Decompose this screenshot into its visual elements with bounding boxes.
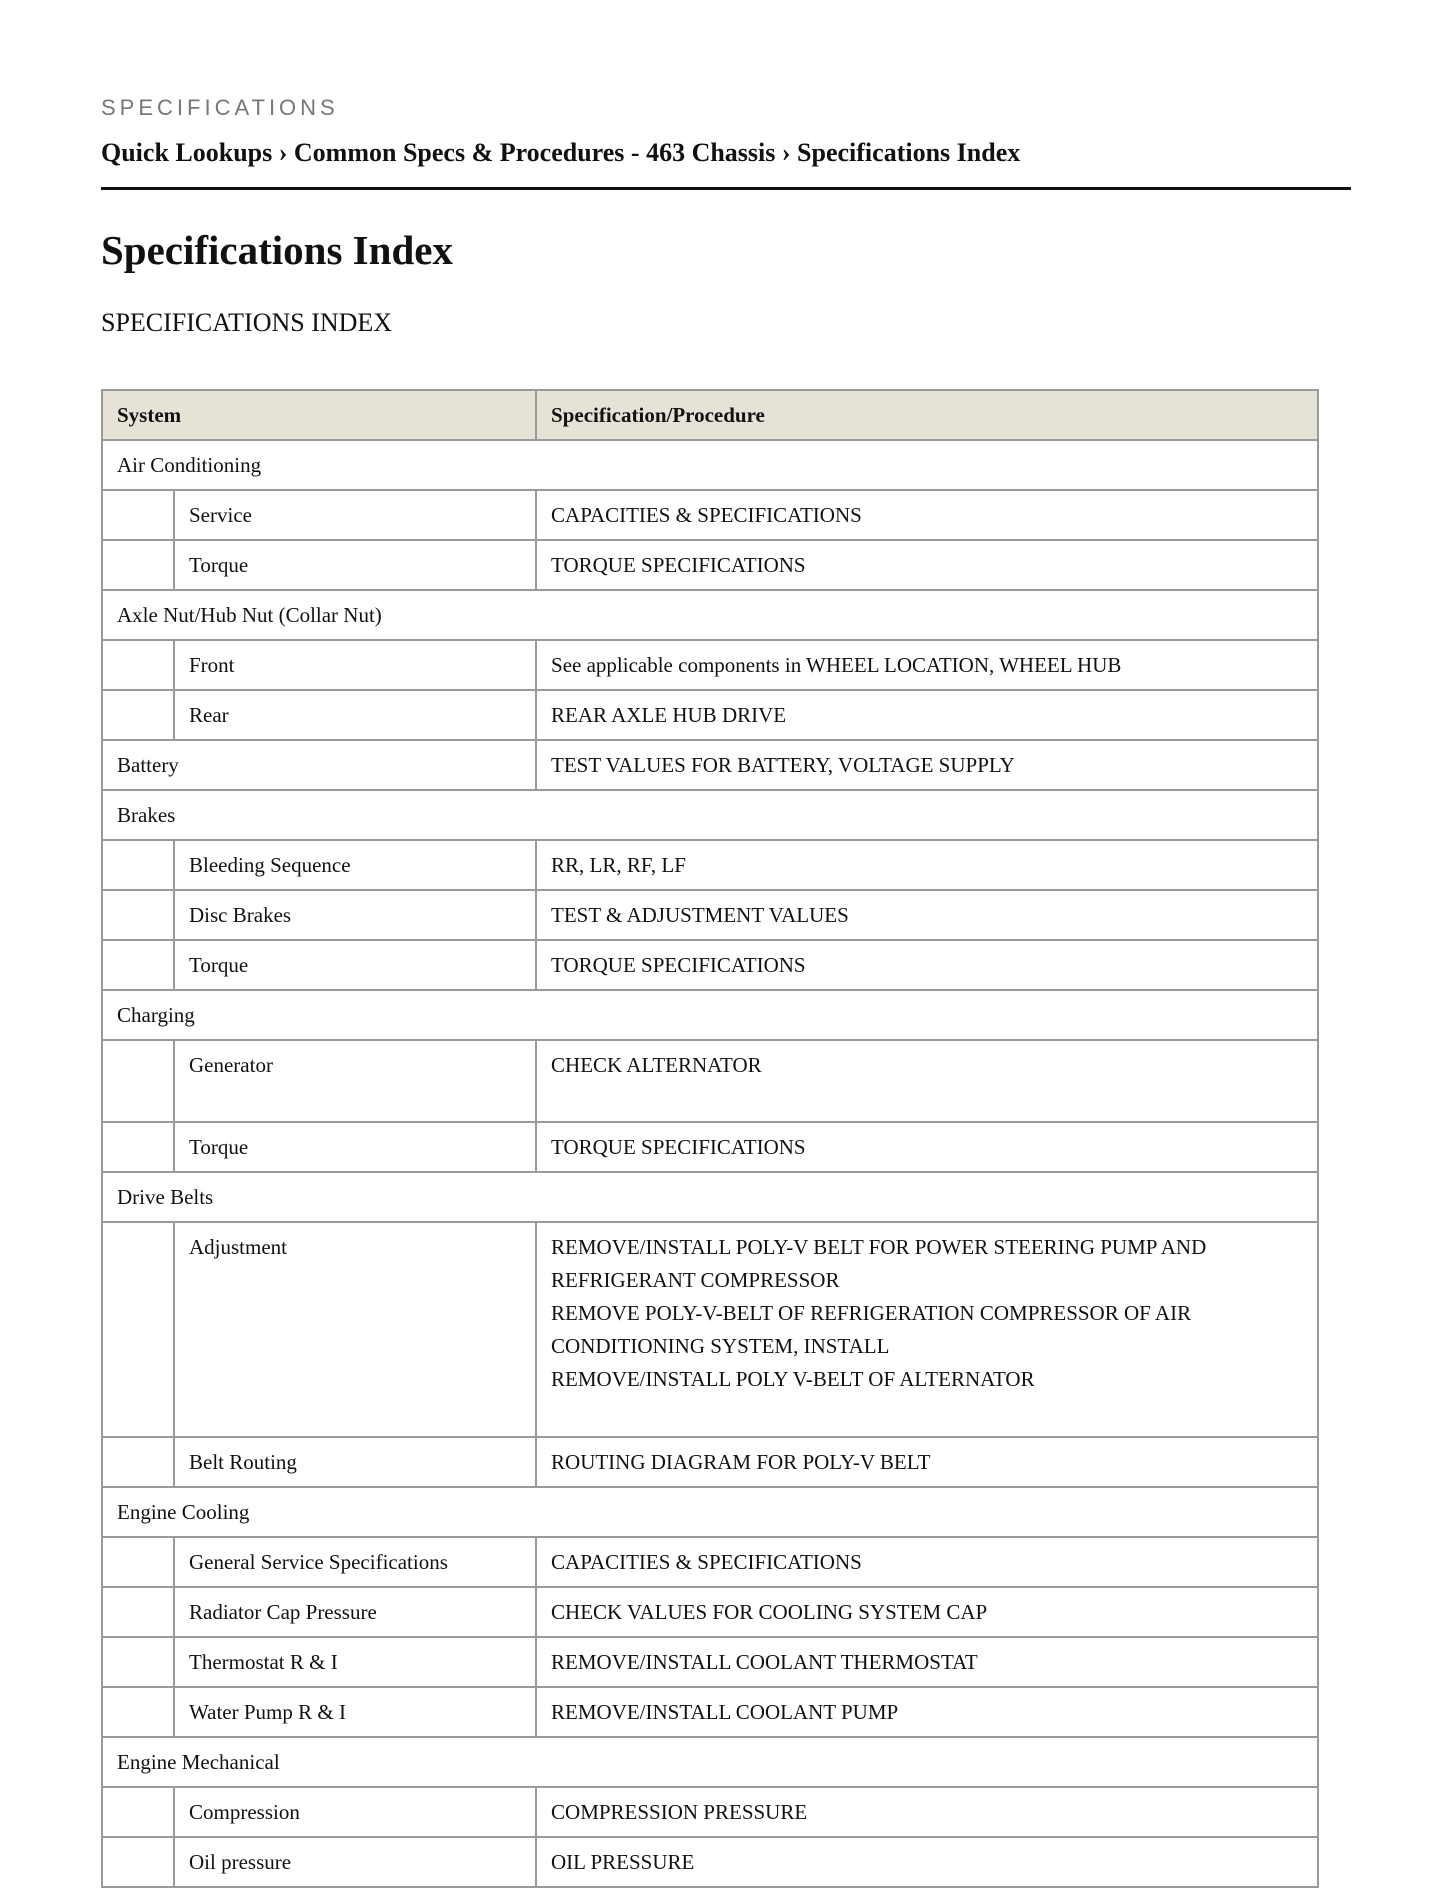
specifications-table	[101, 389, 1319, 1888]
procedure-cell: RR, LR, RF, LF	[536, 840, 1318, 890]
column-header-system: System	[102, 390, 536, 440]
system-group-cell: Engine Mechanical	[102, 1737, 1318, 1787]
system-group-cell: Charging	[102, 990, 1318, 1040]
subsystem-cell: Torque	[174, 1122, 536, 1172]
subsystem-cell: Torque	[174, 540, 536, 590]
table-row	[102, 840, 1318, 890]
subsystem-cell: Bleeding Sequence	[174, 840, 536, 890]
procedure-cell: TORQUE SPECIFICATIONS	[536, 940, 1318, 990]
indent-cell	[102, 490, 174, 540]
table-row	[102, 1587, 1318, 1637]
table-row	[102, 1222, 1318, 1437]
procedure-cell: CAPACITIES & SPECIFICATIONS	[536, 490, 1318, 540]
column-header-procedure: Specification/Procedure	[536, 390, 1318, 440]
procedure-cell: See applicable components in WHEEL LOCATION, WHEEL HUB	[536, 640, 1318, 690]
table-row	[102, 1122, 1318, 1172]
table-row	[102, 1537, 1318, 1587]
subsystem-cell: Oil pressure	[174, 1837, 536, 1887]
indent-cell	[102, 640, 174, 690]
indent-cell	[102, 690, 174, 740]
table-row	[102, 540, 1318, 590]
indent-cell	[102, 1587, 174, 1637]
indent-cell	[102, 840, 174, 890]
table-row	[102, 1787, 1318, 1837]
table-row	[102, 590, 1318, 640]
system-group-cell: Axle Nut/Hub Nut (Collar Nut)	[102, 590, 1318, 640]
procedure-cell: CHECK VALUES FOR COOLING SYSTEM CAP	[536, 1587, 1318, 1637]
table-row	[102, 690, 1318, 740]
table-row	[102, 1437, 1318, 1487]
indent-cell	[102, 890, 174, 940]
system-group-cell: Air Conditioning	[102, 440, 1318, 490]
subsystem-cell: Adjustment	[174, 1222, 536, 1437]
procedure-cell: REMOVE/INSTALL COOLANT PUMP	[536, 1687, 1318, 1737]
table-row	[102, 790, 1318, 840]
procedure-cell: REAR AXLE HUB DRIVE	[536, 690, 1318, 740]
table-row	[102, 1637, 1318, 1687]
procedure-cell: CHECK ALTERNATOR	[536, 1040, 1318, 1122]
subsystem-cell: Generator	[174, 1040, 536, 1122]
subsystem-cell: Water Pump R & I	[174, 1687, 536, 1737]
indent-cell	[102, 1637, 174, 1687]
table-row	[102, 490, 1318, 540]
procedure-line: REMOVE/INSTALL POLY-V BELT FOR POWER STEERING PUMP AND REFRIGERANT COMPRESSOR	[551, 1235, 1207, 1292]
procedure-cell: COMPRESSION PRESSURE	[536, 1787, 1318, 1837]
table-row	[102, 1737, 1318, 1787]
table-row	[102, 1837, 1318, 1887]
header-divider	[101, 187, 1351, 190]
indent-cell	[102, 1437, 174, 1487]
procedure-cell: TORQUE SPECIFICATIONS	[536, 1122, 1318, 1172]
procedure-cell: OIL PRESSURE	[536, 1837, 1318, 1887]
indent-cell	[102, 1222, 174, 1437]
subsystem-cell: Radiator Cap Pressure	[174, 1587, 536, 1637]
table-row	[102, 1040, 1318, 1122]
procedure-cell: TORQUE SPECIFICATIONS	[536, 540, 1318, 590]
procedure-cell: CAPACITIES & SPECIFICATIONS	[536, 1537, 1318, 1587]
table-row	[102, 890, 1318, 940]
table-row	[102, 990, 1318, 1040]
subsystem-cell: Compression	[174, 1787, 536, 1837]
table-header-row	[102, 390, 1318, 440]
procedure-cell: TEST VALUES FOR BATTERY, VOLTAGE SUPPLY	[536, 740, 1318, 790]
table-row	[102, 1487, 1318, 1537]
procedure-line: REMOVE POLY-V-BELT OF REFRIGERATION COMPRESSOR OF AIR CONDITIONING SYSTEM, INSTALL	[551, 1301, 1192, 1358]
section-kicker: SPECIFICATIONS	[101, 95, 339, 120]
indent-cell	[102, 540, 174, 590]
procedure-line: REMOVE/INSTALL POLY V-BELT OF ALTERNATOR	[551, 1367, 1035, 1391]
table-row	[102, 740, 1318, 790]
table-row	[102, 1687, 1318, 1737]
procedure-cell: REMOVE/INSTALL COOLANT THERMOSTAT	[536, 1637, 1318, 1687]
page-title: Specifications Index	[101, 227, 453, 273]
table-body	[102, 440, 1318, 1887]
system-group-cell: Engine Cooling	[102, 1487, 1318, 1537]
subsystem-cell: Torque	[174, 940, 536, 990]
table-row	[102, 440, 1318, 490]
subsystem-cell: Belt Routing	[174, 1437, 536, 1487]
subsystem-cell: Front	[174, 640, 536, 690]
system-group-cell: Drive Belts	[102, 1172, 1318, 1222]
subsystem-cell: Rear	[174, 690, 536, 740]
table-row	[102, 1172, 1318, 1222]
table-row	[102, 940, 1318, 990]
procedure-cell: ROUTING DIAGRAM FOR POLY-V BELT	[536, 1437, 1318, 1487]
indent-cell	[102, 940, 174, 990]
page-subtitle: SPECIFICATIONS INDEX	[101, 308, 393, 337]
procedure-cell: TEST & ADJUSTMENT VALUES	[536, 890, 1318, 940]
breadcrumb: Quick Lookups › Common Specs & Procedures - 463 Chassis › Specifications Index	[101, 138, 1021, 167]
indent-cell	[102, 1787, 174, 1837]
subsystem-cell: Disc Brakes	[174, 890, 536, 940]
system-cell: Battery	[102, 740, 536, 790]
table-row	[102, 640, 1318, 690]
indent-cell	[102, 1537, 174, 1587]
indent-cell	[102, 1040, 174, 1122]
indent-cell	[102, 1122, 174, 1172]
indent-cell	[102, 1687, 174, 1737]
procedure-cell	[536, 1222, 1318, 1437]
indent-cell	[102, 1837, 174, 1887]
subsystem-cell: Service	[174, 490, 536, 540]
subsystem-cell: Thermostat R & I	[174, 1637, 536, 1687]
subsystem-cell: General Service Specifications	[174, 1537, 536, 1587]
system-group-cell: Brakes	[102, 790, 1318, 840]
